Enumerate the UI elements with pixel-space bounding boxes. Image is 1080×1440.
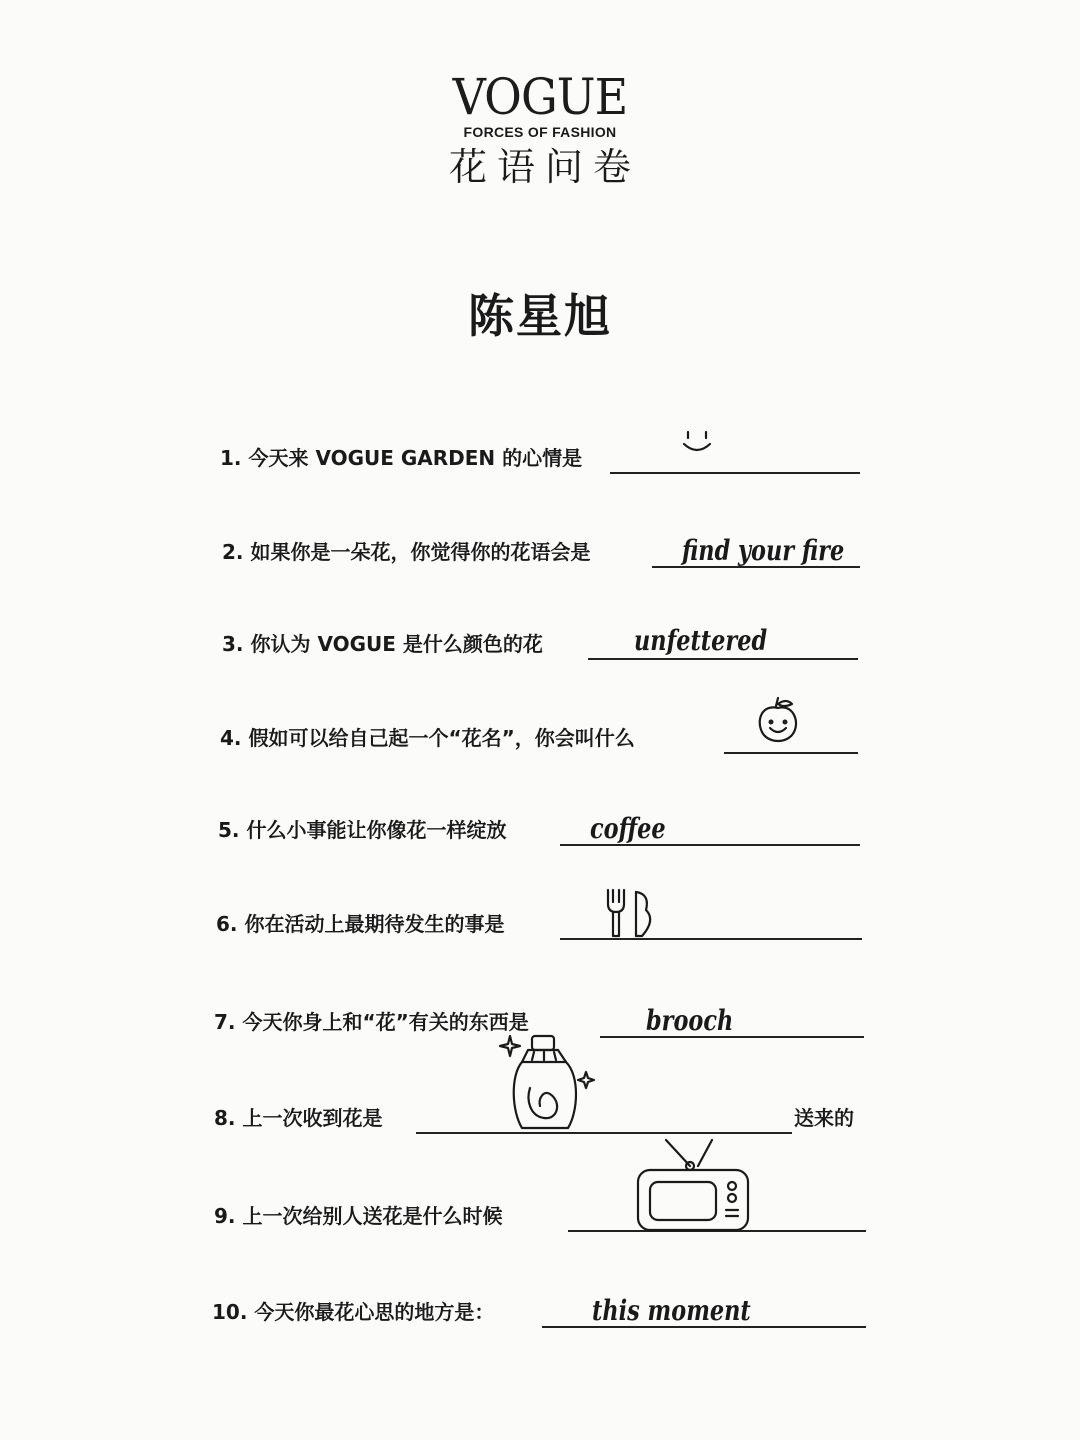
answer-text: unfettered [634, 624, 768, 657]
question-label: 10. 今天你最花心思的地方是： [212, 1300, 495, 1324]
vogue-logo: VOGUE [452, 68, 628, 126]
fork-and-b-icon [604, 884, 660, 940]
respondent-name: 陈星旭 [468, 289, 612, 343]
answer-text: find your fire [682, 534, 845, 567]
question-label: 6. 你在活动上最期待发生的事是 [216, 912, 505, 936]
answer-line [588, 658, 858, 660]
question-label: 5. 什么小事能让你像花一样绽放 [218, 818, 507, 842]
question-4 [220, 718, 860, 758]
question-10 [212, 1292, 866, 1332]
answer-text: this moment [592, 1294, 751, 1327]
forces-of-fashion-subtitle: FORCES OF FASHION [463, 124, 617, 140]
question-3 [222, 624, 862, 664]
question-5 [218, 810, 862, 850]
question-label: 9. 上一次给别人送花是什么时候 [214, 1204, 503, 1228]
answer-line [416, 1132, 792, 1134]
question-suffix: 送来的 [794, 1106, 854, 1130]
answer-text: brooch [646, 1004, 734, 1037]
question-1 [220, 438, 860, 478]
masthead [0, 70, 1080, 190]
question-label: 1. 今天来 VOGUE GARDEN 的心情是 [220, 446, 583, 470]
question-2 [222, 532, 862, 572]
answer-line [610, 472, 860, 474]
retro-tv-icon [634, 1136, 760, 1236]
question-label: 4. 假如可以给自己起一个“花名”，你会叫什么 [220, 726, 635, 750]
question-label: 2. 如果你是一朵花，你觉得你的花语会是 [222, 540, 591, 564]
question-9 [214, 1196, 866, 1236]
question-label: 3. 你认为 VOGUE 是什么颜色的花 [222, 632, 543, 656]
question-label: 8. 上一次收到花是 [214, 1106, 383, 1130]
answer-line [724, 752, 858, 754]
question-8 [214, 1098, 866, 1138]
apple-face-icon [754, 696, 804, 752]
question-label: 7. 今天你身上和“花”有关的东西是 [214, 1010, 529, 1034]
questionnaire-title: 花语问卷 [448, 145, 641, 189]
smiley-face-icon [678, 426, 718, 466]
question-6 [216, 904, 864, 944]
answer-text: coffee [590, 812, 666, 845]
bottle-sparkle-icon [500, 1032, 600, 1136]
